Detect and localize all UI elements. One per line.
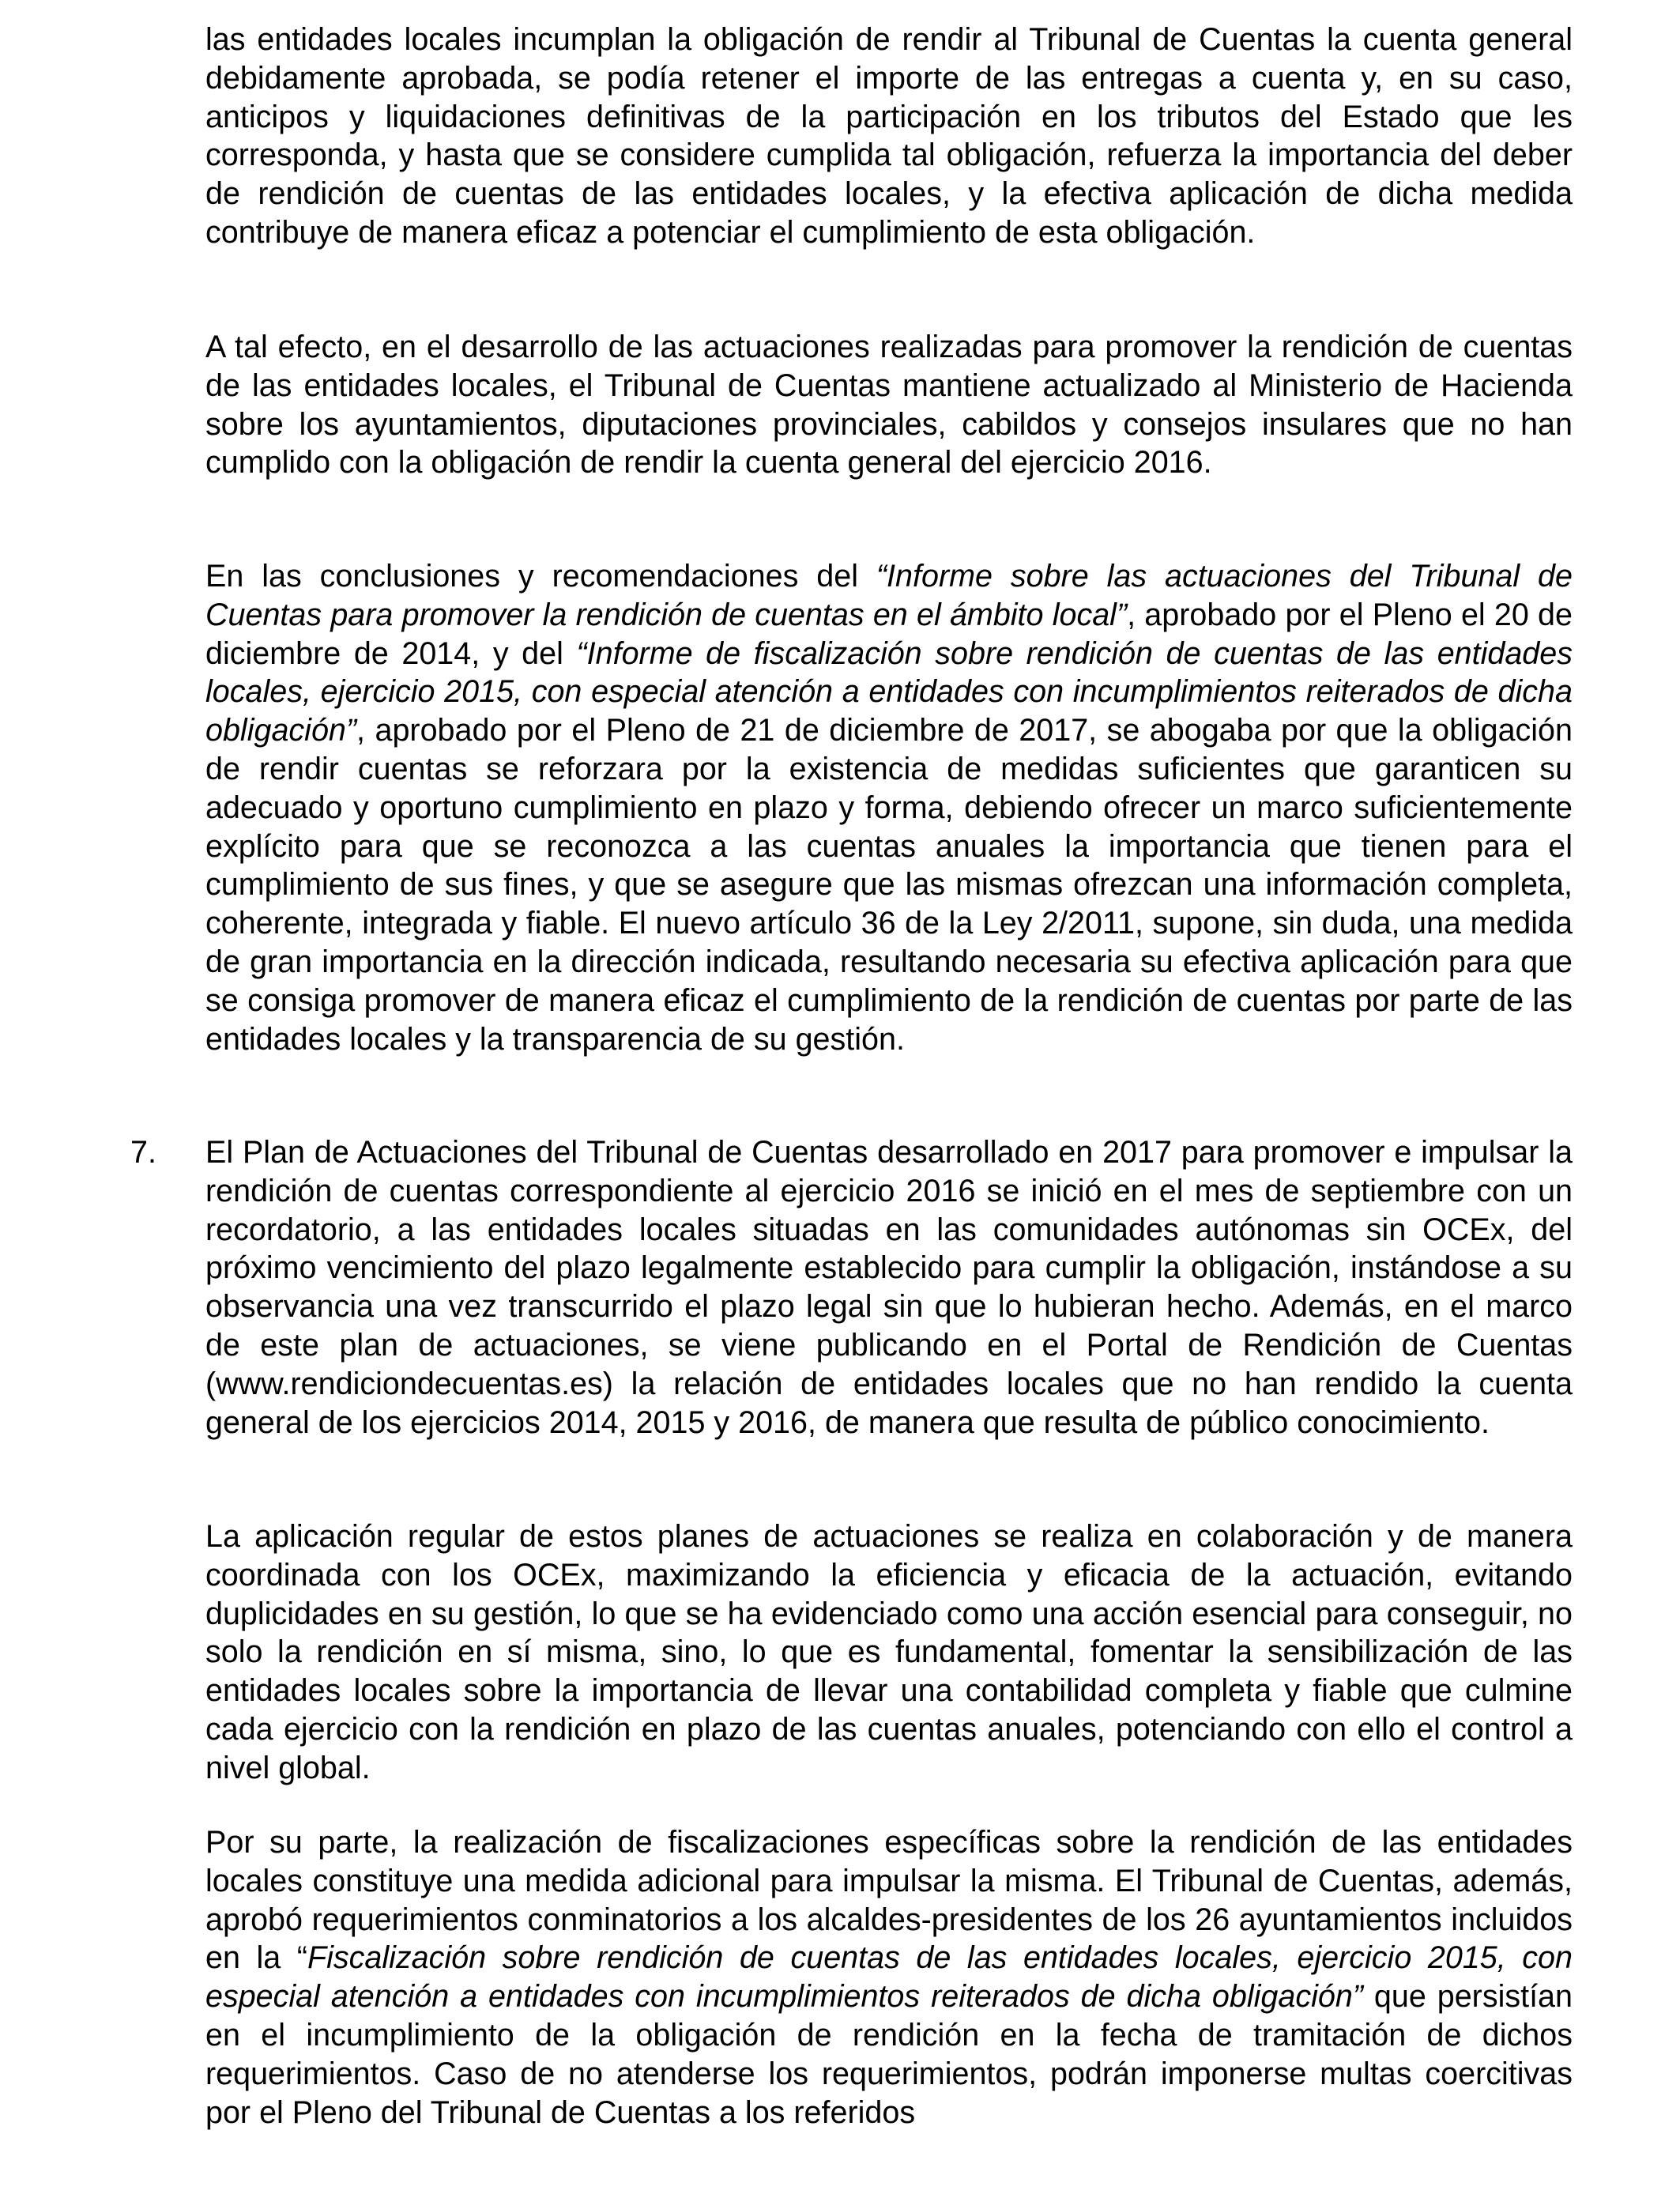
- text-run: que persistían en el incumplimiento de la obligación de rendición en la fecha de tramitación de dichos requerimientos. Caso de no atenderse los requerimientos, podrán imponerse multas coercitivas por el Pleno del Tribunal de Cuentas a los referidos: [205, 1979, 1573, 2130]
- paragraph-conclusiones: [205, 557, 1573, 1058]
- paragraph-fiscalizaciones: [205, 1823, 1573, 2132]
- report-title-italic: “Informe sobre las actuaciones del Tribunal de Cuentas para promover la rendición de cuentas en el ámbito local”: [205, 559, 1573, 632]
- paragraph-plan-actuaciones: El Plan de Actuaciones del Tribunal de Cuentas desarrollado en 2017 para promover e impulsar la rendición de cuentas correspondiente al ejercicio 2016 se inició en el mes de septiembre con un recordatorio, a las entidades locales situadas en las comunidades autónomas sin OCEx, del próximo vencimiento del plazo legalmente establecido para cumplir la obligación, instándose a su observancia una vez transcurrido el plazo legal sin que lo hubieran hecho. Además, en el marco de este plan de actuaciones, se viene publicando en el Portal de Rendición de Cuentas (www.rendiciondecuentas.es) la relación de entidades locales que no han rendido la cuenta general de los ejercicios 2014, 2015 y 2016, de manera que resulta de público conocimiento.: [205, 1135, 1573, 1440]
- item-number: 7.: [130, 1135, 156, 1170]
- report-title-italic: Fiscalización sobre rendición de cuentas de las entidades locales, ejercicio 2015, con especial atención a entidades con incumplimientos reiterados de dicha obligación”: [205, 1940, 1573, 2015]
- text-run: , aprobado por el Pleno el 20 de diciembre de 2014, y del: [205, 597, 1573, 671]
- report-title-italic: “Informe de fiscalización sobre rendición de cuentas de las entidades locales, ejercicio 2015, con especial atención a entidades con incumplimientos reiterados de dicha obligación”: [205, 635, 1573, 748]
- text-run: Por su parte, la realización de fiscalizaciones específicas sobre la rendición de las entidades locales constituye una medida adicional para impulsar la misma. El Tribunal de Cuentas, además, aprobó requerimientos conminatorios a los alcaldes-presidentes de los 26 ayuntamientos incluidos en la “: [205, 1825, 1573, 1976]
- paragraph-ministerio: A tal efecto, en el desarrollo de las actuaciones realizadas para promover la rendición de cuentas de las entidades locales, el Tribunal de Cuentas mantiene actualizado al Ministerio de Hacienda sobre los ayuntamientos, diputaciones provinciales, cabildos y consejos insulares que no han cumplido con la obligación de rendir la cuenta general del ejercicio 2016.: [205, 330, 1573, 481]
- paragraph-continuation: las entidades locales incumplan la obligación de rendir al Tribunal de Cuentas la cuenta general debidamente aprobada, se podía retener el importe de las entregas a cuenta y, en su caso, anticipos y liquidaciones definitivas de la participación en los tributos del Estado que les corresponda, y hasta que se considere cumplida tal obligación, refuerza la importancia del deber de rendición de cuentas de las entidades locales, y la efectiva aplicación de dicha medida contribuye de manera eficaz a potenciar el cumplimiento de esta obligación.: [205, 22, 1573, 250]
- text-run: En las conclusiones y recomendaciones del: [205, 559, 876, 594]
- paragraph-colaboracion: La aplicación regular de estos planes de actuaciones se realiza en colaboración y de manera coordinada con los OCEx, maximizando la eficiencia y eficacia de la actuación, evitando duplicidades en su gestión, lo que se ha evidenciado como una acción esencial para conseguir, no solo la rendición en sí misma, sino, lo que es fundamental, fomentar la sensibilización de las entidades locales sobre la importancia de llevar una contabilidad completa y fiable que culmine cada ejercicio con la rendición en plazo de las cuentas anuales, potenciando con ello el control a nivel global.: [205, 1519, 1573, 1785]
- text-run: , aprobado por el Pleno de 21 de diciembre de 2017, se abogaba por que la obligación de rendir cuentas se reforzara por la existencia de medidas suficientes que garanticen su adecuado y oportuno cumplimiento en plazo y forma, debiendo ofrecer un marco suficientemente explícito para que se reconozca a las cuentas anuales la importancia que tienen para el cumplimiento de sus fines, y que se asegure que las mismas ofrezcan una información completa, coherente, integrada y fiable. El nuevo artículo 36 de la Ley 2/2011, supone, sin duda, una medida de gran importancia en la dirección indicada, resultando necesaria su efectiva aplicación para que se consiga promover de manera eficaz el cumplimiento de la rendición de cuentas por parte de las entidades locales y la transparencia de su gestión.: [205, 713, 1573, 1057]
